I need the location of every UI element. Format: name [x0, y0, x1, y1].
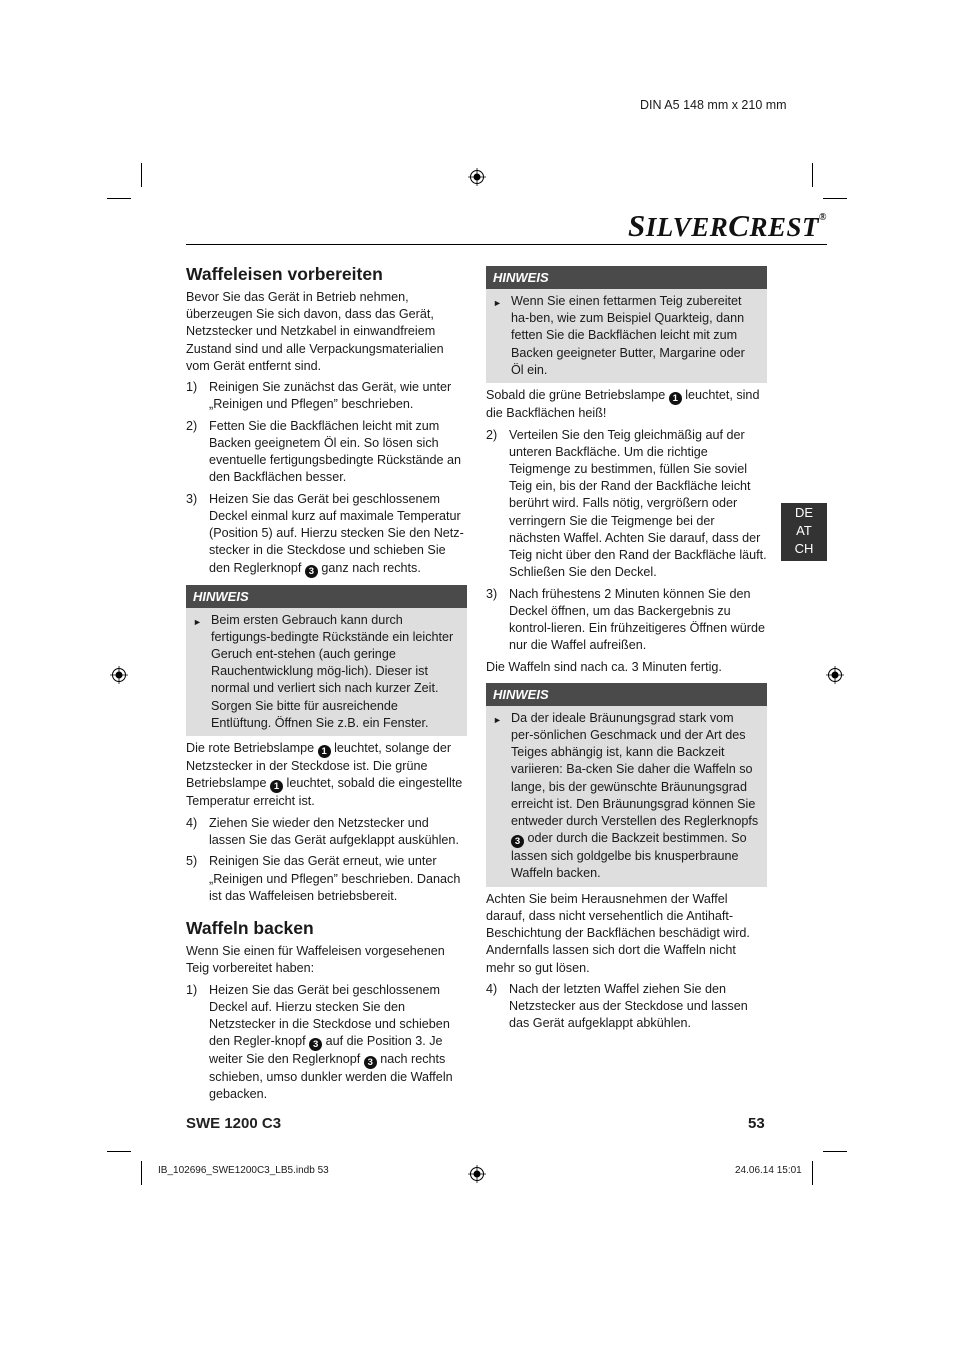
crop-mark	[141, 1161, 142, 1185]
crop-mark	[823, 1151, 847, 1152]
page-number: 53	[748, 1115, 765, 1132]
list-item: 2) Fetten Sie die Backflächen leicht mit zum Backen geeignetem Öl ein. So lösen sich eventuelle fertigungsbedingte Rückstände an den Backflächen besser.	[186, 418, 462, 485]
registration-mark-icon	[826, 666, 844, 684]
hinweis-box	[486, 683, 767, 887]
number-circle-icon: 1	[669, 392, 682, 405]
registration-mark-icon	[468, 1165, 486, 1183]
crop-mark	[141, 163, 142, 187]
crop-mark	[107, 1151, 131, 1152]
number-circle-icon: 1	[270, 780, 283, 793]
paragraph: Die rote Betriebslampe 1 leuchtet, solange der Netzstecker in der Steckdose ist. Die grüne Betriebslampe 1 leuchtet, sobald die eingestellte Temperatur erreicht ist.	[186, 741, 463, 809]
paragraph: Wenn Sie einen für Waffeleisen vorgesehenen Teig vorbereitet haben:	[186, 944, 445, 976]
number-circle-icon: 3	[309, 1038, 322, 1051]
header-rule	[186, 244, 827, 245]
registration-mark-icon	[468, 168, 486, 186]
paragraph: Achten Sie beim Herausnehmen der Waffel darauf, dass nicht versehentlich die Antihaft-Beschichtung der Backflächen beschädigt wird. Andernfalls lassen sich dort die Waffeln nicht mehr so gut lösen.	[486, 891, 750, 975]
arrow-right-icon: ►	[493, 714, 502, 725]
paragraph: Bevor Sie das Gerät in Betrieb nehmen, überzeugen Sie sich davon, dass das Gerät, Netzstecker und Netzkabel in einwandfreiem Zustand sind und alle Verpackungsmaterialien vom Gerät entfernt sind.	[186, 290, 444, 373]
list-item: 4) Nach der letzten Waffel ziehen Sie den Netzstecker aus der Steckdose und lassen das Gerät aufgeklappt abkühlen.	[486, 982, 748, 1031]
number-circle-icon: 3	[511, 835, 524, 848]
hinweis-label: HINWEIS	[486, 683, 767, 706]
hinweis-text: Wenn Sie einen fettarmen Teig zubereitet ha-ben, wie zum Beispiel Quarkteig, dann fetten Sie die Backflächen leicht mit zum Backen geeigneter Butter, Margarine oder Öl ein.	[511, 294, 745, 377]
print-date: 24.06.14 15:01	[735, 1165, 802, 1176]
registration-mark-icon	[110, 666, 128, 684]
hinweis-text: Da der ideale Bräunungsgrad stark vom per-sönlichen Geschmack und der Art des Teiges abhängig ist, kann die Backzeit variieren: Ba-cken Sie daher die Waffeln so lange, bis der gewünschte Bräunungsgrad erreicht ist. Den Bräunungsgrad können Sie entweder durch Verstellen des Reglerknopfs 3 oder durch die Backzeit bestimmen. So lassen sich goldgelbe bis knusperbraune Waffeln backen.	[511, 710, 759, 881]
paragraph: Die Waffeln sind nach ca. 3 Minuten fertig.	[486, 659, 722, 674]
list-item: 4) Ziehen Sie wieder den Netzstecker und lassen Sie das Gerät aufgeklappt auskühlen.	[186, 815, 459, 848]
list-item: 1) Heizen Sie das Gerät bei geschlossenem Deckel auf. Hierzu stecken Sie den Netzstecker in die Steckdose und schieben den Regler-knopf 3 auf die Position 3. Je weiter Sie den Reglerknopf 3 nach rechts schieben, umso dunkler werden die Waffeln gebacken.	[186, 982, 453, 1102]
arrow-right-icon: ►	[193, 616, 202, 627]
hinweis-box	[186, 585, 467, 736]
crop-mark	[107, 198, 131, 199]
right-column	[486, 266, 767, 1037]
hinweis-label: HINWEIS	[486, 266, 767, 289]
hinweis-label: HINWEIS	[186, 585, 467, 608]
hinweis-text: Beim ersten Gebrauch kann durch fertigungs-bedingte Rückstände ein leichter Geruch ent-stehen (auch geringe Rauchentwicklung mög-lich). Dieser ist normal und verliert sich nach kurzer Zeit. Sorgen Sie bitte für ausreichende Entlüftung. Öffnen Sie z.B. ein Fenster.	[211, 612, 454, 730]
left-column	[186, 263, 467, 1108]
list-item: 3) Nach frühestens 2 Minuten können Sie den Deckel öffnen, um das Backergebnis zu kontrol-lieren. Ein frühzeitigeres Öffnen würde nur die Waffel aufreißen.	[486, 586, 765, 653]
list-item: 5) Reinigen Sie das Gerät erneut, wie unter „Reinigen und Pflegen” beschrieben. Danach ist das Waffeleisen betriebsbereit.	[186, 854, 461, 903]
section-title: Waffeln backen	[186, 918, 314, 939]
file-info: IB_102696_SWE1200C3_LB5.indb 53	[158, 1165, 329, 1176]
paragraph: Sobald die grüne Betriebslampe 1 leuchtet, sind die Backflächen heiß!	[486, 388, 760, 421]
number-circle-icon: 3	[305, 565, 318, 578]
section-title: Waffeleisen vorbereiten	[186, 264, 383, 284]
format-label: DIN A5 148 mm x 210 mm	[640, 98, 787, 112]
crop-mark	[812, 1161, 813, 1185]
number-circle-icon: 1	[318, 745, 331, 758]
list-item: 3) Heizen Sie das Gerät bei geschlossenem Deckel einmal kurz auf maximale Temperatur (Position 5) auf. Hierzu stecken Sie den Netz-stecker in die Steckdose und schieben Sie den Reglerknopf 3 ganz nach rechts.	[186, 491, 464, 577]
arrow-right-icon: ►	[493, 298, 502, 308]
language-tab: DE AT CH	[781, 503, 827, 561]
crop-mark	[823, 198, 847, 199]
number-circle-icon: 3	[364, 1056, 377, 1069]
hinweis-box	[486, 266, 767, 383]
list-item: 2) Verteilen Sie den Teig gleichmäßig auf der unteren Backfläche. Um die richtige Teigmenge zu bestimmen, füllen Sie soviel Teig ein, bis der Rand der Backfläche leicht berührt wird. Falls nötig, vergrößern oder verringern Sie die Teigmenge bei der nächsten Waffel. Achten Sie darauf, dass der Teig nicht über den Rand der Backfläche läuft. Schließen Sie den Deckel.	[486, 427, 767, 580]
crop-mark	[812, 163, 813, 187]
model-number: SWE 1200 C3	[186, 1115, 282, 1132]
brand-logo: SILVERCREST®	[628, 208, 827, 243]
list-item: 1) Reinigen Sie zunächst das Gerät, wie unter „Reinigen und Pflegen” beschrieben.	[186, 380, 452, 412]
